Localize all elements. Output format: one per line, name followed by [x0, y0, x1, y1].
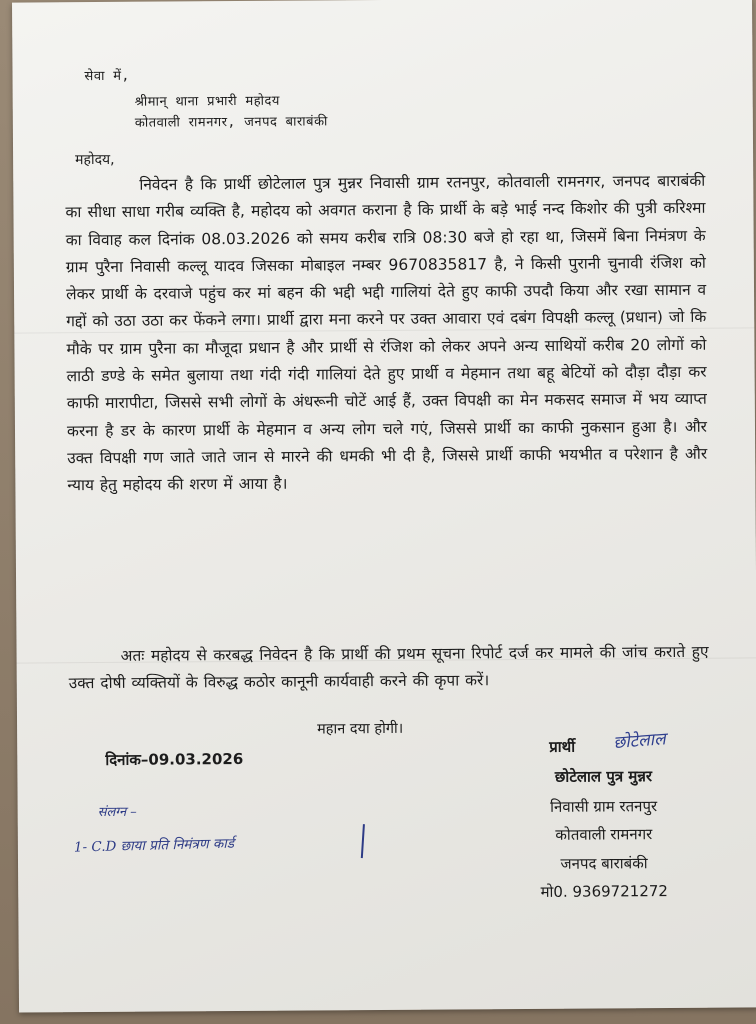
closing-line: महान दया होगी। [317, 720, 404, 738]
enclosure-bracket [361, 824, 365, 858]
enclosure-heading: संलग्न – [97, 804, 137, 821]
body-paragraph-1: निवेदन है कि प्रार्थी छोटेलाल पुत्र मुन्नर निवासी ग्राम रतनपुर, कोतवाली रामनगर, जनपद बाराबंकी का सीधा साधा गरीब व्यक्ति है, महोदय को अवगत कराना है कि प्रार्थी के बड़े भाई नन्द किशोर की पुत्री करिश्मा का विवाह कल दिनांक 08.03.2026 को समय करीब रात्रि 08:30 बजे हो रहा था, जिसमें बिना निमंत्रण के ग्राम पुरैना निवासी कल्लू यादव जिसका मोबाइल नम्बर 9670835817 है, ने किसी पुरानी चुनावी रंजिश को लेकर प्रार्थी के दरवाजे पहुंच कर मां बहन की भद्दी भद्दी गालियां देते हुए काफी उपदौ किया और रखा सामान व गद्दों को उठा उठा कर फेंकने लगा। प्रार्थी द्वारा मना करने पर उक्त आवारा एवं दबंग विपक्षी कल्लू (प्रधान) जो कि मौके पर ग्राम पुरैना का मौजूदा प्रधान है और प्रार्थी से रंजिश को लेकर अपने अन्य साथियों करीब 20 लोगों को लाठी डण्डे के समेत बुलाया तथा गंदी गंदी गालियां देते हुए प्रार्थी व मेहमान तथा बहू बेटियों को दौड़ा दौड़ा कर काफी मारापीटा, जिससे सभी लोगों के अंधरूनी चोटें आई हैं, उक्त विपक्षी का मेन मकसद समाज में भय व्याप्त करना है डर के कारण प्रार्थी के मेहमान व अन्य लोग चले गएं, जिससे प्रार्थी का काफी नुकसान हुआ है। और उक्त विपक्षी गण जाते जाते जान से मारने की धमकी भी दी है, जिससे प्रार्थी काफी भयभीत व परेशान है और न्याय हेतु महोदय की शरण में आया है। [65, 171, 708, 495]
date-line: दिनांक–09.03.2026 [105, 749, 244, 769]
salutation: महोदय, [75, 151, 115, 169]
sender-mobile: मो0. 9369721272 [540, 882, 668, 901]
addressee-line-2: श्रीमान् थाना प्रभारी महोदय [134, 93, 281, 110]
applicant-signature: छोटेलाल [612, 729, 667, 754]
body-paragraph-2: अतः महोदय से करबद्ध निवेदन है कि प्रार्थी की प्रथम सूचना रिपोर्ट दर्ज कर मामले की जांच कराते हुए उक्त दोषी व्यक्तियों के विरुद्ध कठोर कानूनी कार्यवाही करने की कृपा करें। [68, 642, 709, 693]
applicant-label: प्रार्थी [549, 737, 576, 756]
sender-name: छोटेलाल पुत्र मुन्नर [554, 767, 653, 786]
addressee-line-3: कोतवाली रामनगर, जनपद बाराबंकी [134, 114, 328, 131]
enclosure-item-1: 1- C.D छाया प्रति निमंत्रण कार्ड [73, 835, 235, 856]
sender-address-2: कोतवाली रामनगर [555, 825, 653, 844]
sender-address-1: निवासी ग्राम रतनपुर [550, 797, 658, 816]
letter-paper [12, 0, 756, 1013]
sender-address-3: जनपद बाराबंकी [560, 854, 648, 873]
addressee-line-1: सेवा में, [84, 68, 130, 85]
